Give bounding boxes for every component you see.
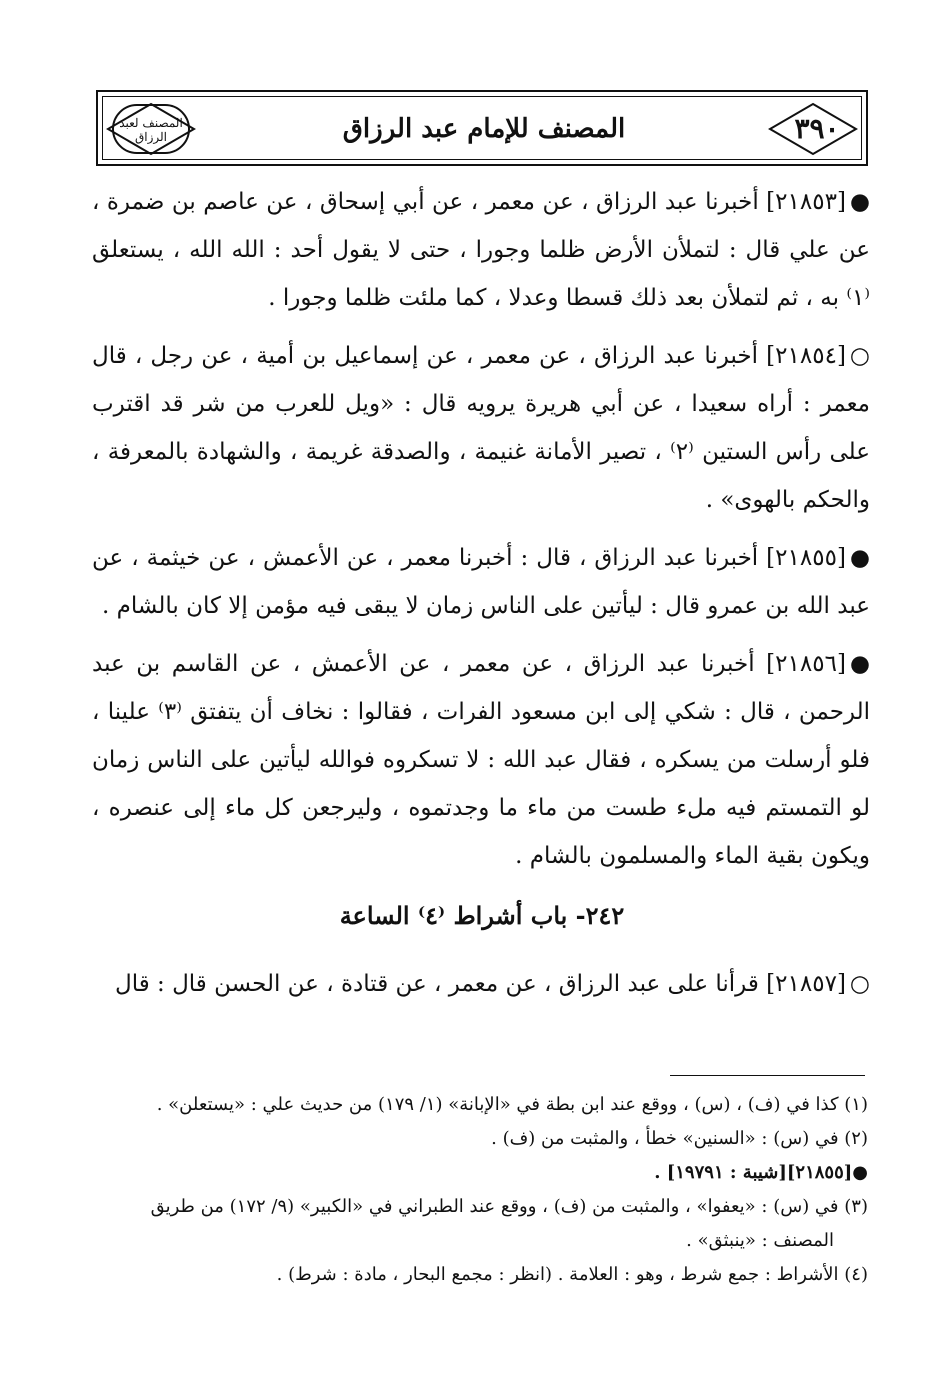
footnote: (١) كذا في (ف) ، (س) ، ووقع عند ابن بطة في «الإبانة» (١/ ١٧٩) من حديث علي : «يستعلن» .	[156, 1094, 868, 1115]
bullet-marker: ●	[849, 651, 870, 677]
footnote: (٢) في (س) : «السنين» خطأ ، والمثبت من (ف) .	[491, 1128, 868, 1149]
hadith-paragraph	[92, 534, 872, 630]
hadith-text: [٢١٨٥٥] أخبرنا عبد الرزاق ، قال : أخبرنا معمر ، عن الأعمش ، عن خيثمة ، عن عبد الله بن عمرو قال : ليأتين على الناس زمان لا يبقى فيه مؤمن إلا كان بالشام .	[92, 545, 870, 619]
footnote: (٣) في (س) : «يعفوا» ، والمثبت من (ف) ، ووقع عند الطبراني في «الكبير» (٩/ ١٧٢) من طريق	[150, 1196, 868, 1217]
page-number: ٣٩٠	[794, 112, 840, 145]
hadith-text: [٢١٨٥٦] أخبرنا عبد الرزاق ، عن معمر ، عن الأعمش ، عن القاسم بن عبد الرحمن ، قال : شكي إلى ابن مسعود الفرات ، فقالوا : نخاف أن يتفتق ⁽٣⁾ علينا ، فلو أرسلت من يسكره ، فقال عبد الله : لا تسكروه فوالله ليأتين على الناس زمان لو التمستم فيه ملء طست من ماء ما وجدتموه ، وليرجعن كل ماء إلى عنصره ، ويكون بقية الماء والمسلمون بالشام .	[92, 651, 870, 869]
seal-logo: المصنف لعبد الرزاق	[112, 104, 190, 154]
hadith-paragraph	[92, 178, 872, 322]
page-header	[96, 90, 868, 166]
footnote: (٤) الأشراط : جمع شرط ، وهو : العلامة . (انظر : مجمع البحار ، مادة : شرط) .	[276, 1264, 868, 1285]
hadith-paragraph	[92, 960, 872, 1008]
running-title: المصنف للإمام عبد الرزاق	[342, 114, 626, 144]
hadith-paragraph	[92, 640, 872, 880]
bullet-marker: ●	[849, 189, 870, 215]
hadith-text: [٢١٨٥٣] أخبرنا عبد الرزاق ، عن معمر ، عن أبي إسحاق ، عن عاصم بن ضمرة ، عن علي قال : لتملأن الأرض ظلما وجورا ، حتى لا يقول أحد : الله الله ، يستعلق ⁽١⁾ به ، ثم لتملأن بعد ذلك قسطا وعدلا ، كما ملئت ظلما وجورا .	[92, 189, 870, 311]
footnote-reference: ●[٢١٨٥٥][شيبة : ١٩٧٩١] .	[654, 1162, 868, 1183]
footnote-divider	[670, 1075, 865, 1076]
footnotes	[92, 1088, 868, 1292]
hadith-paragraph	[92, 332, 872, 524]
hadith-text: [٢١٨٥٧] قرأنا على عبد الرزاق ، عن معمر ، عن قتادة ، عن الحسن قال : قال	[114, 971, 846, 997]
bullet-marker: ●	[849, 545, 870, 571]
bullet-marker: ○	[849, 971, 870, 997]
chapter-heading: ٢٤٢- باب أشراط ⁽٤⁾ الساعة	[339, 901, 625, 930]
footnote-continuation: المصنف : «ينبثق» .	[686, 1230, 834, 1251]
hadith-text: [٢١٨٥٤] أخبرنا عبد الرزاق ، عن معمر ، عن إسماعيل بن أمية ، عن رجل ، قال معمر : أراه سعيدا ، عن أبي هريرة يرويه قال : «ويل للعرب من شر قد اقترب على رأس الستين ⁽٢⁾ ، تصير الأمانة غنيمة ، والصدقة غريمة ، والشهادة بالمعرفة ، والحكم بالهوى» .	[92, 343, 870, 513]
bullet-marker: ○	[849, 343, 870, 369]
main-text	[92, 178, 872, 1018]
